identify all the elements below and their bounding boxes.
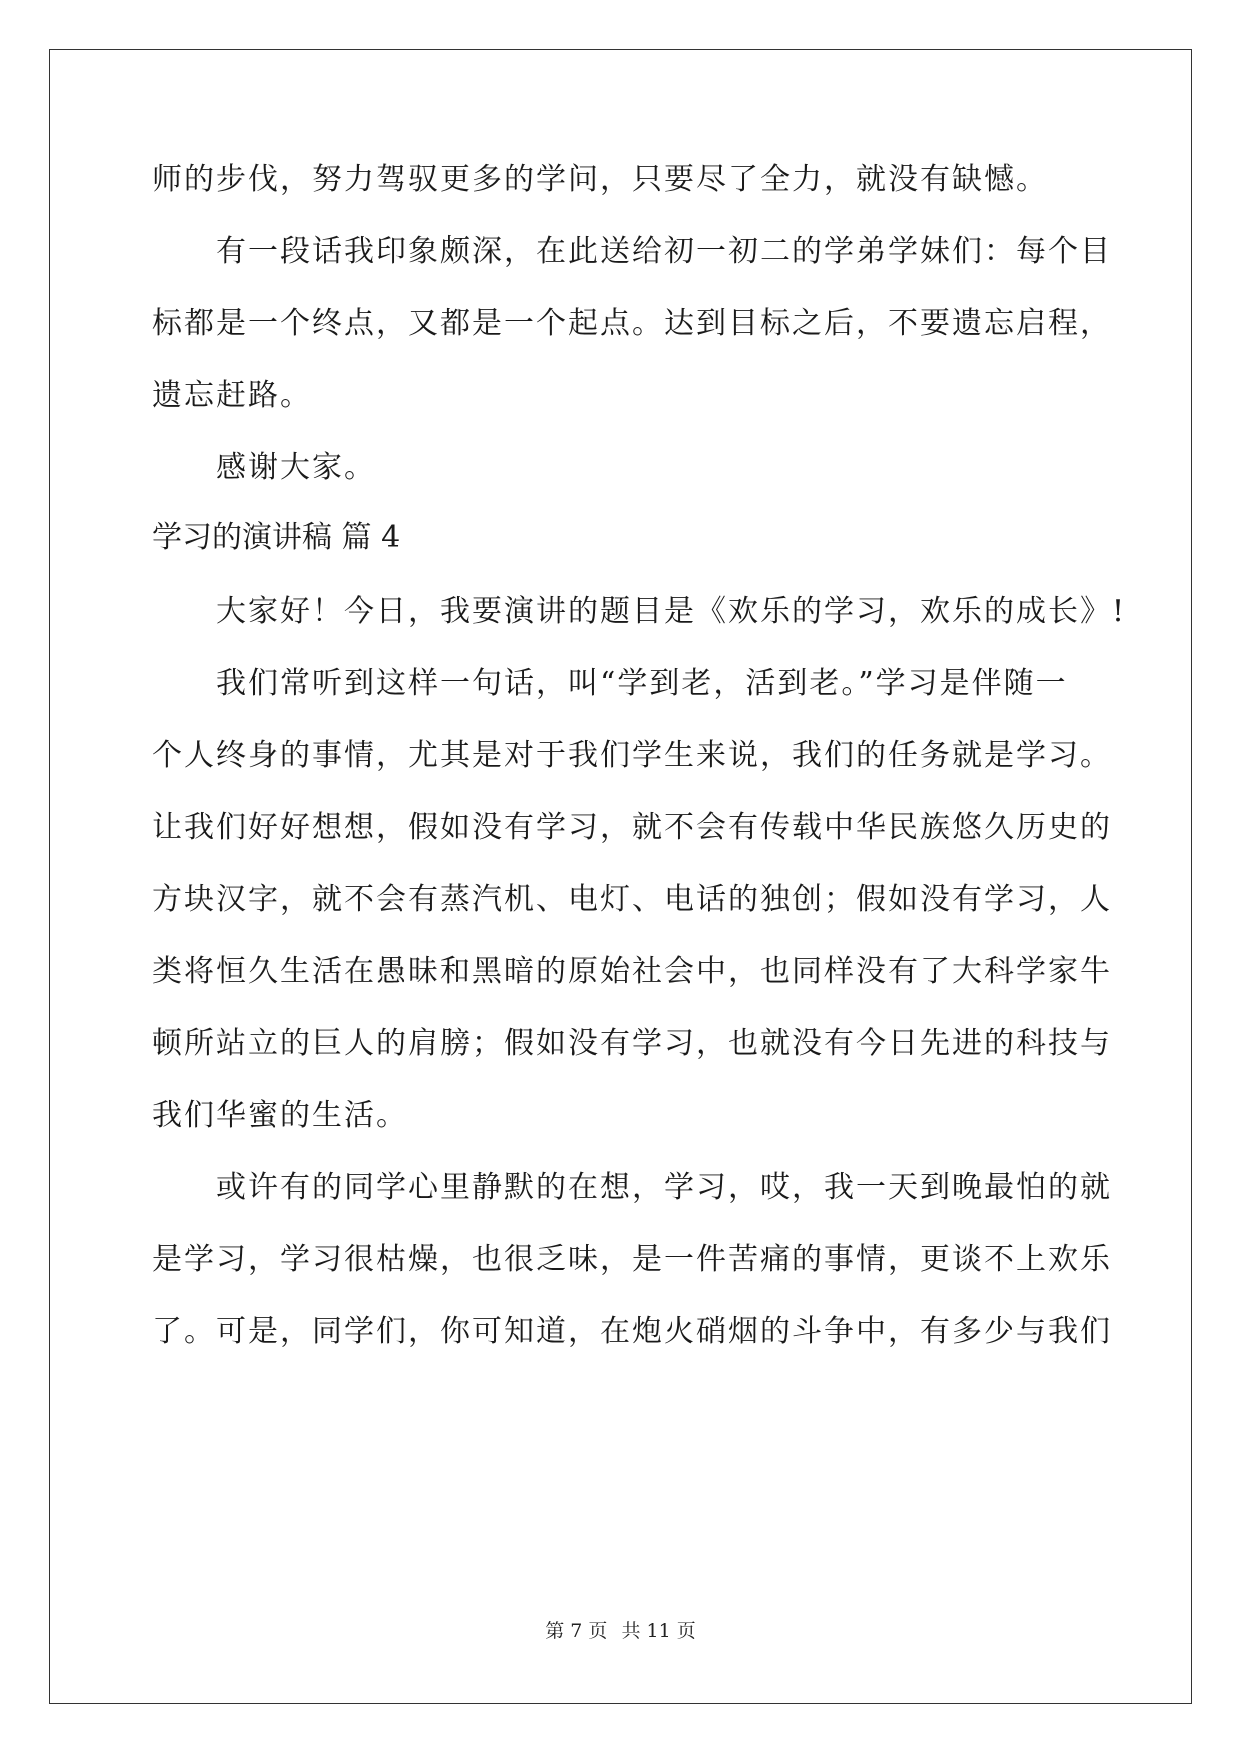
- page-number: 第 7 页: [545, 1620, 608, 1642]
- text-line: 是学习，学习很枯燥，也很乏味，是一件苦痛的事情，更谈不上欢乐: [152, 1242, 1112, 1277]
- text-line: 师的步伐，努力驾驭更多的学问，只要尽了全力，就没有缺憾。: [152, 162, 1048, 197]
- text-line: 类将恒久生活在愚昧和黑暗的原始社会中，也同样没有了大科学家牛: [152, 954, 1112, 989]
- page-footer: [0, 1616, 1241, 1643]
- text-line: 或许有的同学心里静默的在想，学习，哎，我一天到晚最怕的就: [152, 1170, 1112, 1205]
- text-line: 个人终身的事情，尤其是对于我们学生来说，我们的任务就是学习。: [152, 738, 1112, 773]
- text-line: 了。可是，同学们，你可知道，在炮火硝烟的斗争中，有多少与我们: [152, 1314, 1112, 1349]
- text-line: 有一段话我印象颇深，在此送给初一初二的学弟学妹们：每个目: [152, 234, 1112, 269]
- text-line: 标都是一个终点，又都是一个起点。达到目标之后，不要遗忘启程，: [152, 306, 1112, 341]
- section-heading: 学习的演讲稿 篇 4: [152, 520, 401, 555]
- text-line: 让我们好好想想，假如没有学习，就不会有传载中华民族悠久历史的: [152, 810, 1112, 845]
- page-border: [49, 49, 1192, 1704]
- text-line: 我们常听到这样一句话，叫“学到老，活到老。”学习是伴随一: [152, 666, 1068, 701]
- text-line: 大家好！今日，我要演讲的题目是《欢乐的学习，欢乐的成长》!: [152, 594, 1127, 629]
- text-line: 我们华蜜的生活。: [152, 1098, 408, 1133]
- text-line: 感谢大家。: [152, 450, 376, 485]
- text-line: 方块汉字，就不会有蒸汽机、电灯、电话的独创；假如没有学习，人: [152, 882, 1112, 917]
- text-line: 顿所站立的巨人的肩膀；假如没有学习，也就没有今日先进的科技与: [152, 1026, 1112, 1061]
- text-line: 遗忘赶路。: [152, 378, 312, 413]
- page-total: 共 11 页: [621, 1620, 696, 1642]
